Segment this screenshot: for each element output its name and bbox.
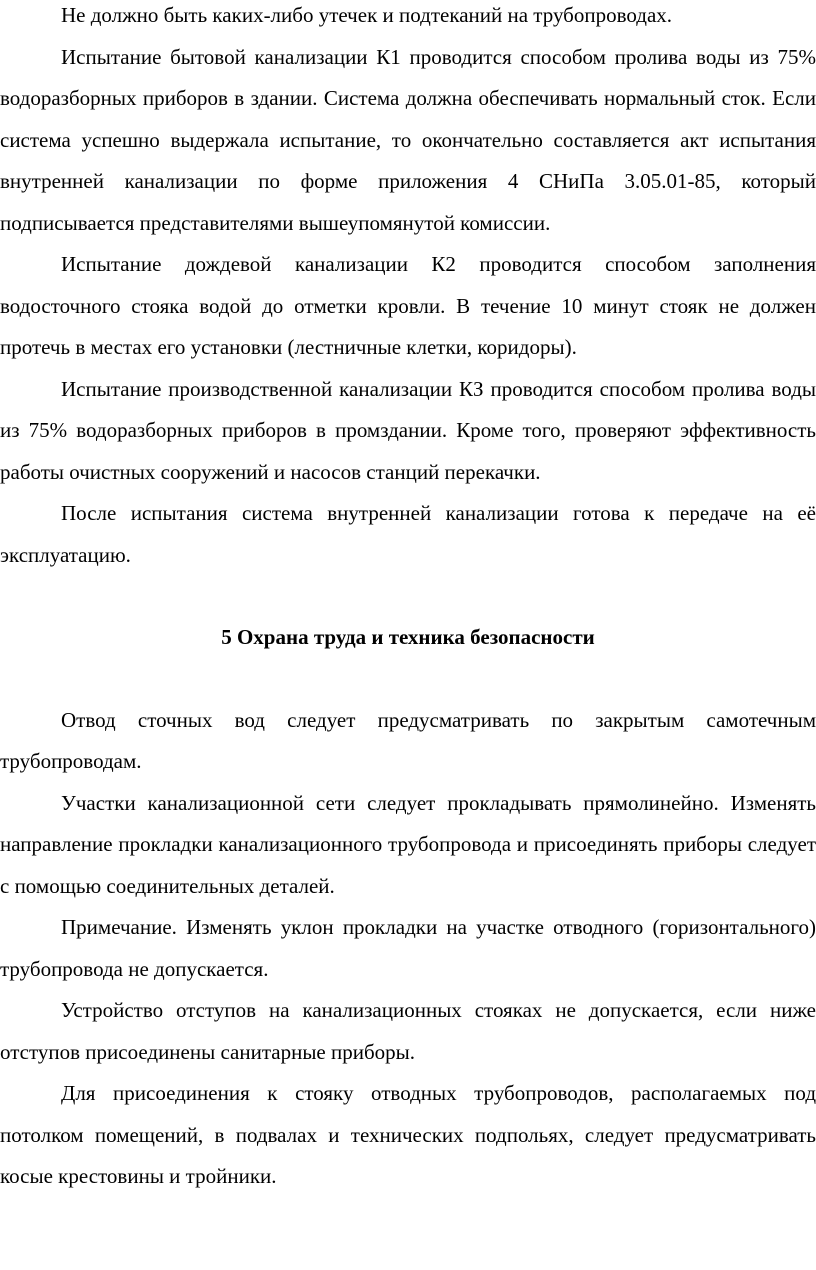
paragraph-k3-test: Испытание производственной канализации КЗ проводится способом пролива воды из 75% водоразборных приборов в промздании. Кроме того, проверяют эффективность работы очистных сооружений и насосов станций перекачки. [0,376,816,484]
paragraph-k1-test: Испытание бытовой канализации К1 проводится способом пролива воды из 75% водоразборных приборов в здании. Система должна обеспечивать нормальный сток. Если система успешно выдержала испытание, то окончательно составляется акт испытания внутренней канализации по форме приложения 4 СНиПа 3.05.01-85, который подписывается представителями вышеупомянутой комиссии. [0,44,816,235]
paragraph-wastewater-drain: Отвод сточных вод следует предусматривать по закрытым самотечным трубопроводам. [0,707,816,773]
paragraph-no-leaks: Не должно быть каких-либо утечек и подтеканий на трубопроводах. [61,3,673,27]
paragraph-k2-test: Испытание дождевой канализации К2 проводится способом заполнения водосточного стояка водой до отметки кровли. В течение 10 минут стояк не должен протечь в местах его установки (лестничные клетки, коридоры). [0,252,816,359]
paragraph-ready-for-use: После испытания система внутренней канализации готова к передаче на её эксплуатацию. [0,501,816,567]
paragraph-network-sections: Участки канализационной сети следует прокладывать прямолинейно. Изменять направление прокладки канализационного трубопровода и присоединять приборы следует с помощью соединительных деталей. [0,790,816,898]
section-heading: 5 Охрана труда и техника безопасности [221,625,595,649]
paragraph-note: Примечание. Изменять уклон прокладки на участке отводного (горизонтального) трубопровода не допускается. [0,915,816,981]
paragraph-cross-fittings: Для присоединения к стояку отводных трубопроводов, располагаемых под потолком помещений, в подвалах и технических подпольях, следует предусматривать косые крестовины и тройники. [0,1081,816,1188]
spacer [0,659,816,700]
spacer [0,576,816,617]
paragraph-offsets: Устройство отступов на канализационных стояках не допускается, если ниже отступов присоединены санитарные приборы. [0,998,816,1064]
